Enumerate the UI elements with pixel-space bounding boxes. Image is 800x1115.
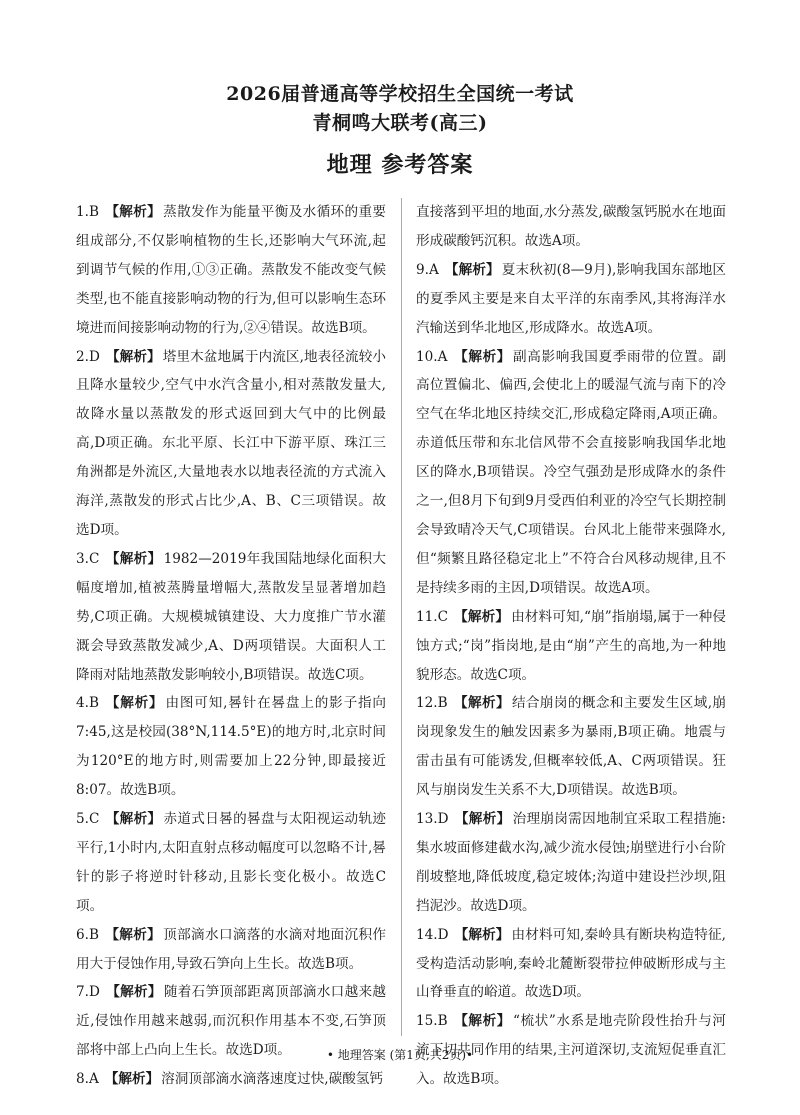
page-footer: • 地理答案 (第1页,共2页)• xyxy=(326,1048,474,1062)
answer-text: 由材料可知,“崩”指崩塌,属于一种侵蚀方式;“岗”指岗地,是由“崩”产生的高地,为一种地貌形态。故选C项。 xyxy=(416,608,726,683)
subject-title: 地理 参考答案 xyxy=(326,152,474,178)
analysis-tag: 【解析】 xyxy=(454,811,511,828)
answer-text: 溶洞顶部滴水滴落速度过快,碳酸氢钙 xyxy=(161,1071,383,1088)
answer-text: “梳状”水系是地壳阶段性抬升与河流下切共同作用的结果,主河道深切,支流短促垂直汇入。故选B项。 xyxy=(416,1013,726,1088)
answer-text: 由图可知,晷针在晷盘上的影子指向7:45,这是校园(38°N,114.5°E)的地方时,北京时间为120°E的地方时,则需要加上22分钟,即最接近8:07。故选B项。 xyxy=(76,695,386,799)
analysis-tag: 【解析】 xyxy=(104,1071,160,1088)
answer-number: 7.D xyxy=(76,984,100,1001)
analysis-tag: 【解析】 xyxy=(444,261,500,278)
answer-number: 13.D xyxy=(416,811,449,828)
right-column xyxy=(416,198,726,1094)
answer-item-1 xyxy=(76,198,386,343)
answer-item-14 xyxy=(416,921,726,1008)
answer-item-6 xyxy=(76,921,386,979)
answer-text: 直接落到平坦的地面,水分蒸发,碳酸氢钙脱水在地面形成碳酸钙沉积。故选A项。 xyxy=(416,204,726,249)
answer-number: 3.C xyxy=(76,550,100,567)
analysis-tag: 【解析】 xyxy=(454,608,510,625)
answer-number: 10.A xyxy=(416,348,448,365)
left-column xyxy=(76,198,386,1094)
answer-text: 随着石笋顶部距离顶部滴水口越来越近,侵蚀作用越来越弱,而沉积作用基本不变,石笋顶部将中部上凸向上生长。故选D项。 xyxy=(76,984,386,1059)
answer-text: 赤道式日晷的晷盘与太阳视运动轨迹平行,1小时内,太阳直射点移动幅度可以忽略不计,晷针的影子将逆时针移动,且影长变化极小。故选C项。 xyxy=(76,811,386,914)
answer-text: 副高影响我国夏季雨带的位置。副高位置偏北、偏西,会使北上的暖湿气流与南下的冷空气在华北地区持续交汇,形成稳定降雨,A项正确。赤道低压带和东北信风带不会直接影响我国华北地区的降水,B项错误。冷空气强劲是形成降水的条件之一,但8月下旬到9月受西伯利亚的冷空气长期控制会导致晴冷天气,C项错误。台风北上能带来强降水,但“频繁且路径稳定北上”不符合台风移动规律,且不是持续多雨的主因,D项错误。故选A项。 xyxy=(416,348,727,596)
answer-text: 治理崩岗需因地制宜采取工程措施:集水坡面修建截水沟,减少流水侵蚀;崩壁进行小台阶削坡整地,降低坡度,稳定坡体;沟道中建设拦沙坝,阻挡泥沙。故选D项。 xyxy=(416,811,726,914)
answer-item-5 xyxy=(76,805,386,921)
answer-item-8-continued xyxy=(416,198,726,256)
analysis-tag: 【解析】 xyxy=(105,811,162,828)
answer-text: 夏末秋初(8—9月),影响我国东部地区的夏季风主要是来自太平洋的东南季风,其将海洋水汽输送到华北地区,形成降水。故选A项。 xyxy=(416,261,726,336)
answer-text: 结合崩岗的概念和主要发生区域,崩岗现象发生的触发因素多为暴雨,B项正确。地震与雷击虽有可能诱发,但概率较低,A、C两项错误。狂风与崩岗发生关系不大,D项错误。故选B项。 xyxy=(416,695,726,799)
analysis-tag: 【解析】 xyxy=(104,926,162,943)
answer-number: 1.B xyxy=(76,204,99,220)
answer-number: 15.B xyxy=(416,1013,448,1030)
answer-text: 蒸散发作为能量平衡及水循环的重要组成部分,不仅影响植物的生长,还影响大气环流,起到调节气候的作用,①③正确。蒸散发不能改变气候类型,也不能直接影响动物的行为,但可以影响生态环境进而间接影响动物的行为,②④错误。故选B项。 xyxy=(76,204,387,336)
analysis-tag: 【解析】 xyxy=(104,695,164,712)
analysis-tag: 【解析】 xyxy=(454,926,510,943)
analysis-tag: 【解析】 xyxy=(105,984,162,1001)
answer-number: 5.C xyxy=(76,811,100,828)
answer-item-8 xyxy=(76,1065,386,1094)
answer-text: 顶部滴水口滴落的水滴对地面沉积作用大于侵蚀作用,导致石笋向上生长。故选B项。 xyxy=(76,926,387,972)
answer-text: 1982—2019年我国陆地绿化面积大幅度增加,植被蒸腾量增幅大,蒸散发呈显著增加趋势,C项正确。大规模城镇建设、大力度推广节水灌溉会导致蒸散发减少,A、D两项错误。大面积人工降雨对陆地蒸散发影响较小,B项错误。故选C项。 xyxy=(76,550,386,683)
analysis-tag: 【解析】 xyxy=(453,1013,511,1030)
answer-number: 12.B xyxy=(416,695,448,712)
answer-number: 4.B xyxy=(76,695,99,712)
analysis-tag: 【解析】 xyxy=(105,550,162,567)
analysis-tag: 【解析】 xyxy=(453,348,512,365)
answer-text: 由材料可知,秦岭具有断块构造特征,受构造活动影响,秦岭北麓断裂带拉伸破断形成与主山脊垂直的峪道。故选D项。 xyxy=(416,926,726,1001)
answer-number: 8.A xyxy=(76,1071,99,1088)
answer-item-10 xyxy=(416,343,726,603)
answer-number: 9.A xyxy=(416,261,439,278)
analysis-tag: 【解析】 xyxy=(453,695,510,712)
answer-item-4 xyxy=(76,689,386,805)
answer-item-3 xyxy=(76,545,386,690)
answer-text: 塔里木盆地属于内流区,地表径流较小且降水量较少,空气中水汽含量小,相对蒸散发量大,故降水量以蒸散发的形式返回到大气中的比例最高,D项正确。东北平原、长江中下游平原、珠江三角洲都是外流区,大量地表水以地表径流的方式流入海洋,蒸散发的形式占比少,A、B、C三项错误。故选D项。 xyxy=(76,348,387,538)
answer-number: 11.C xyxy=(416,608,449,625)
answer-item-13 xyxy=(416,805,726,921)
answer-item-11 xyxy=(416,603,726,690)
answer-number: 2.D xyxy=(76,348,100,365)
page-header xyxy=(0,80,800,182)
answer-number: 14.D xyxy=(416,926,449,943)
answer-number: 6.B xyxy=(76,926,99,943)
analysis-tag: 【解析】 xyxy=(105,348,161,365)
column-divider xyxy=(401,198,402,1036)
answer-item-12 xyxy=(416,689,726,805)
exam-title: 2026届普通高等学校招生全国统一考试 xyxy=(226,83,574,105)
answer-item-9 xyxy=(416,256,726,343)
analysis-tag: 【解析】 xyxy=(104,204,162,220)
answer-item-2 xyxy=(76,343,386,545)
exam-subtitle: 青桐鸣大联考(高三) xyxy=(312,112,488,134)
